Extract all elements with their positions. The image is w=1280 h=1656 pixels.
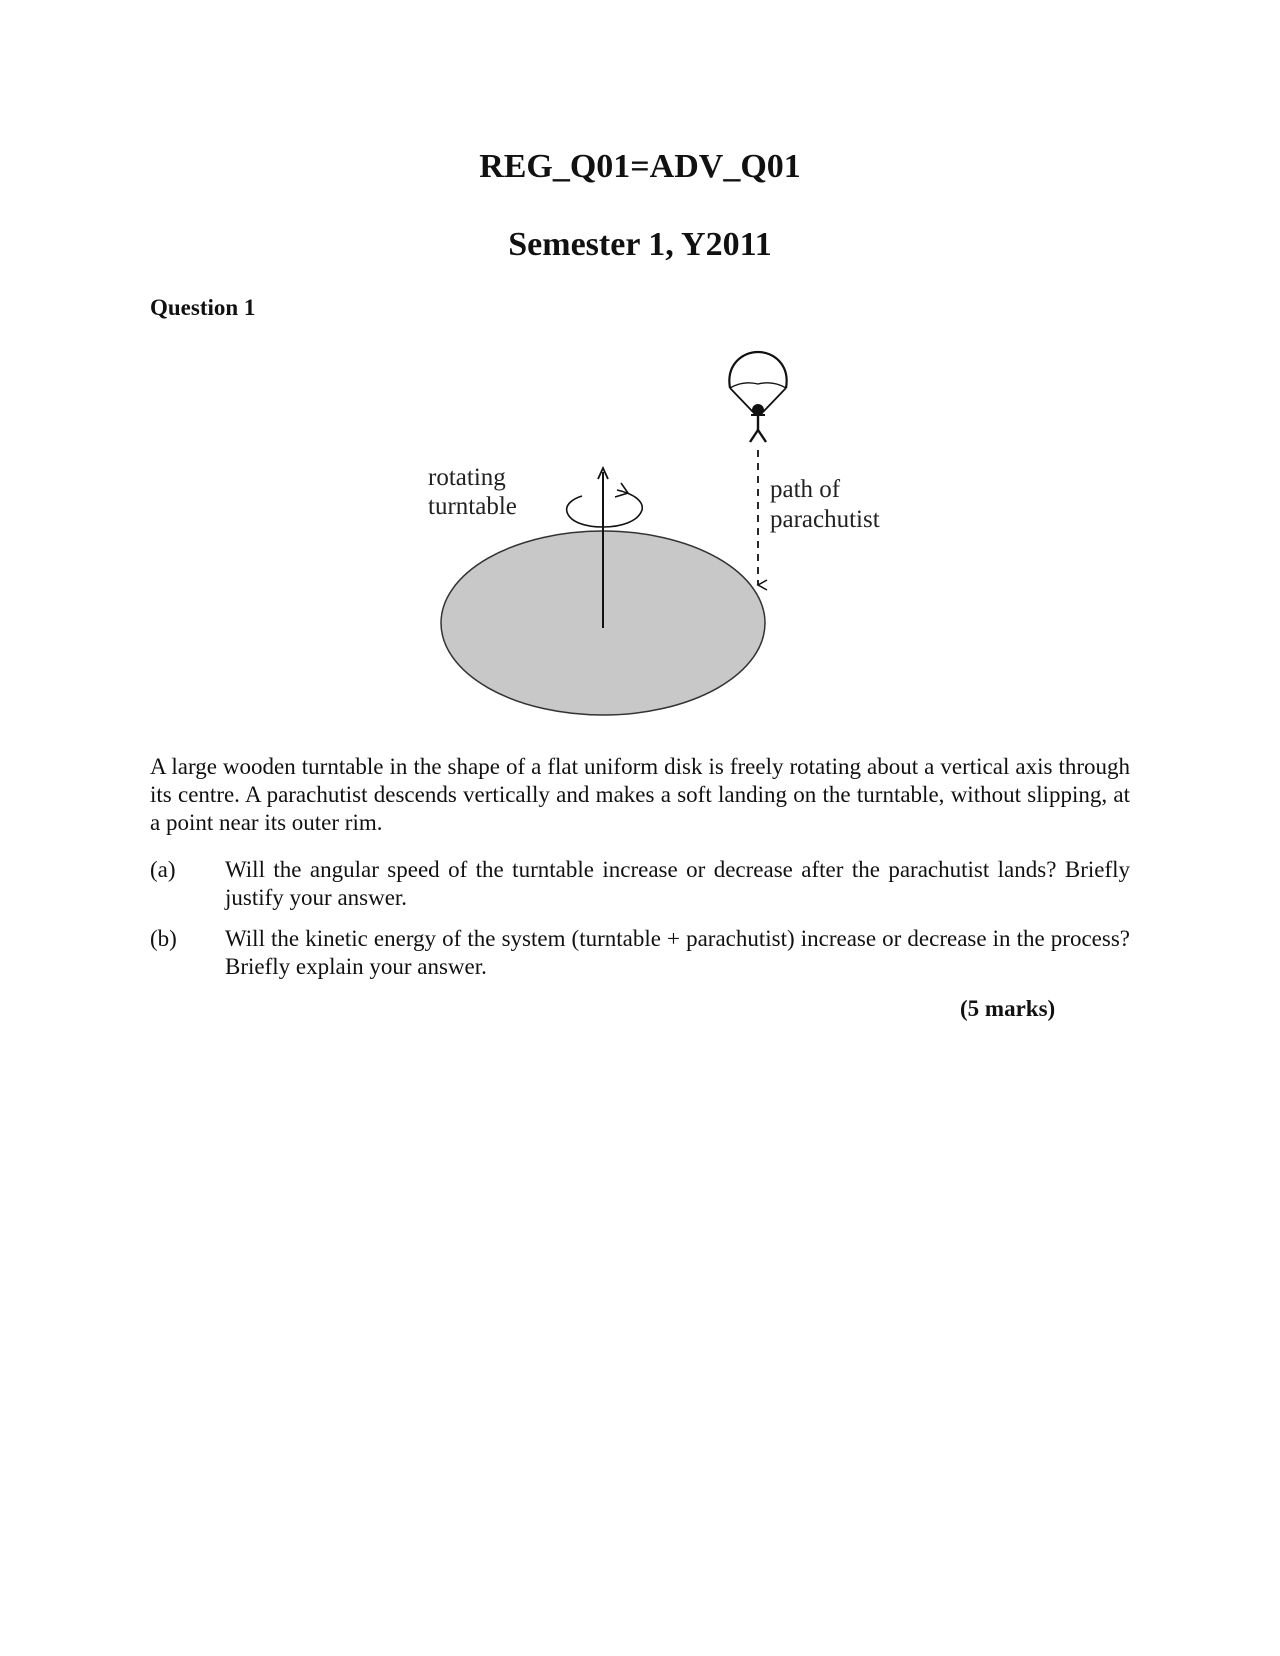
question-intro: A large wooden turntable in the shape of a flat uniform disk is freely rotating about a vertical axis through its centre. A parachutist descends vertically and makes a soft landing on the turntable, without slipping, at a point near its outer rim. [150, 754, 1130, 835]
part-b-label: (b) [150, 926, 177, 951]
part-a-label: (a) [150, 857, 176, 882]
turntable-figure [420, 350, 900, 730]
question-heading: Question 1 [150, 295, 256, 320]
rotation-arrow-icon [567, 490, 643, 527]
question-part-b [150, 925, 1130, 981]
turntable-diagram [420, 350, 900, 730]
marks-allocation: (5 marks) [960, 996, 1056, 1021]
part-b-text: Will the kinetic energy of the system (turntable + parachutist) increase or decrease in the process? Briefly explain your answer. [225, 926, 1130, 979]
turntable-label-line1: rotating [428, 464, 506, 491]
document-code-title: REG_Q01=ADV_Q01 [479, 148, 801, 185]
question-part-a [150, 856, 1130, 912]
parachutist-icon [729, 352, 786, 442]
part-a-text: Will the angular speed of the turntable increase or decrease after the parachutist lands? Briefly justify your answer. [225, 857, 1130, 910]
path-label-line1: path of [770, 476, 841, 503]
semester-title: Semester 1, Y2011 [508, 226, 772, 263]
turntable-label-line2: turntable [428, 493, 517, 520]
path-label-line2: parachutist [770, 506, 880, 533]
